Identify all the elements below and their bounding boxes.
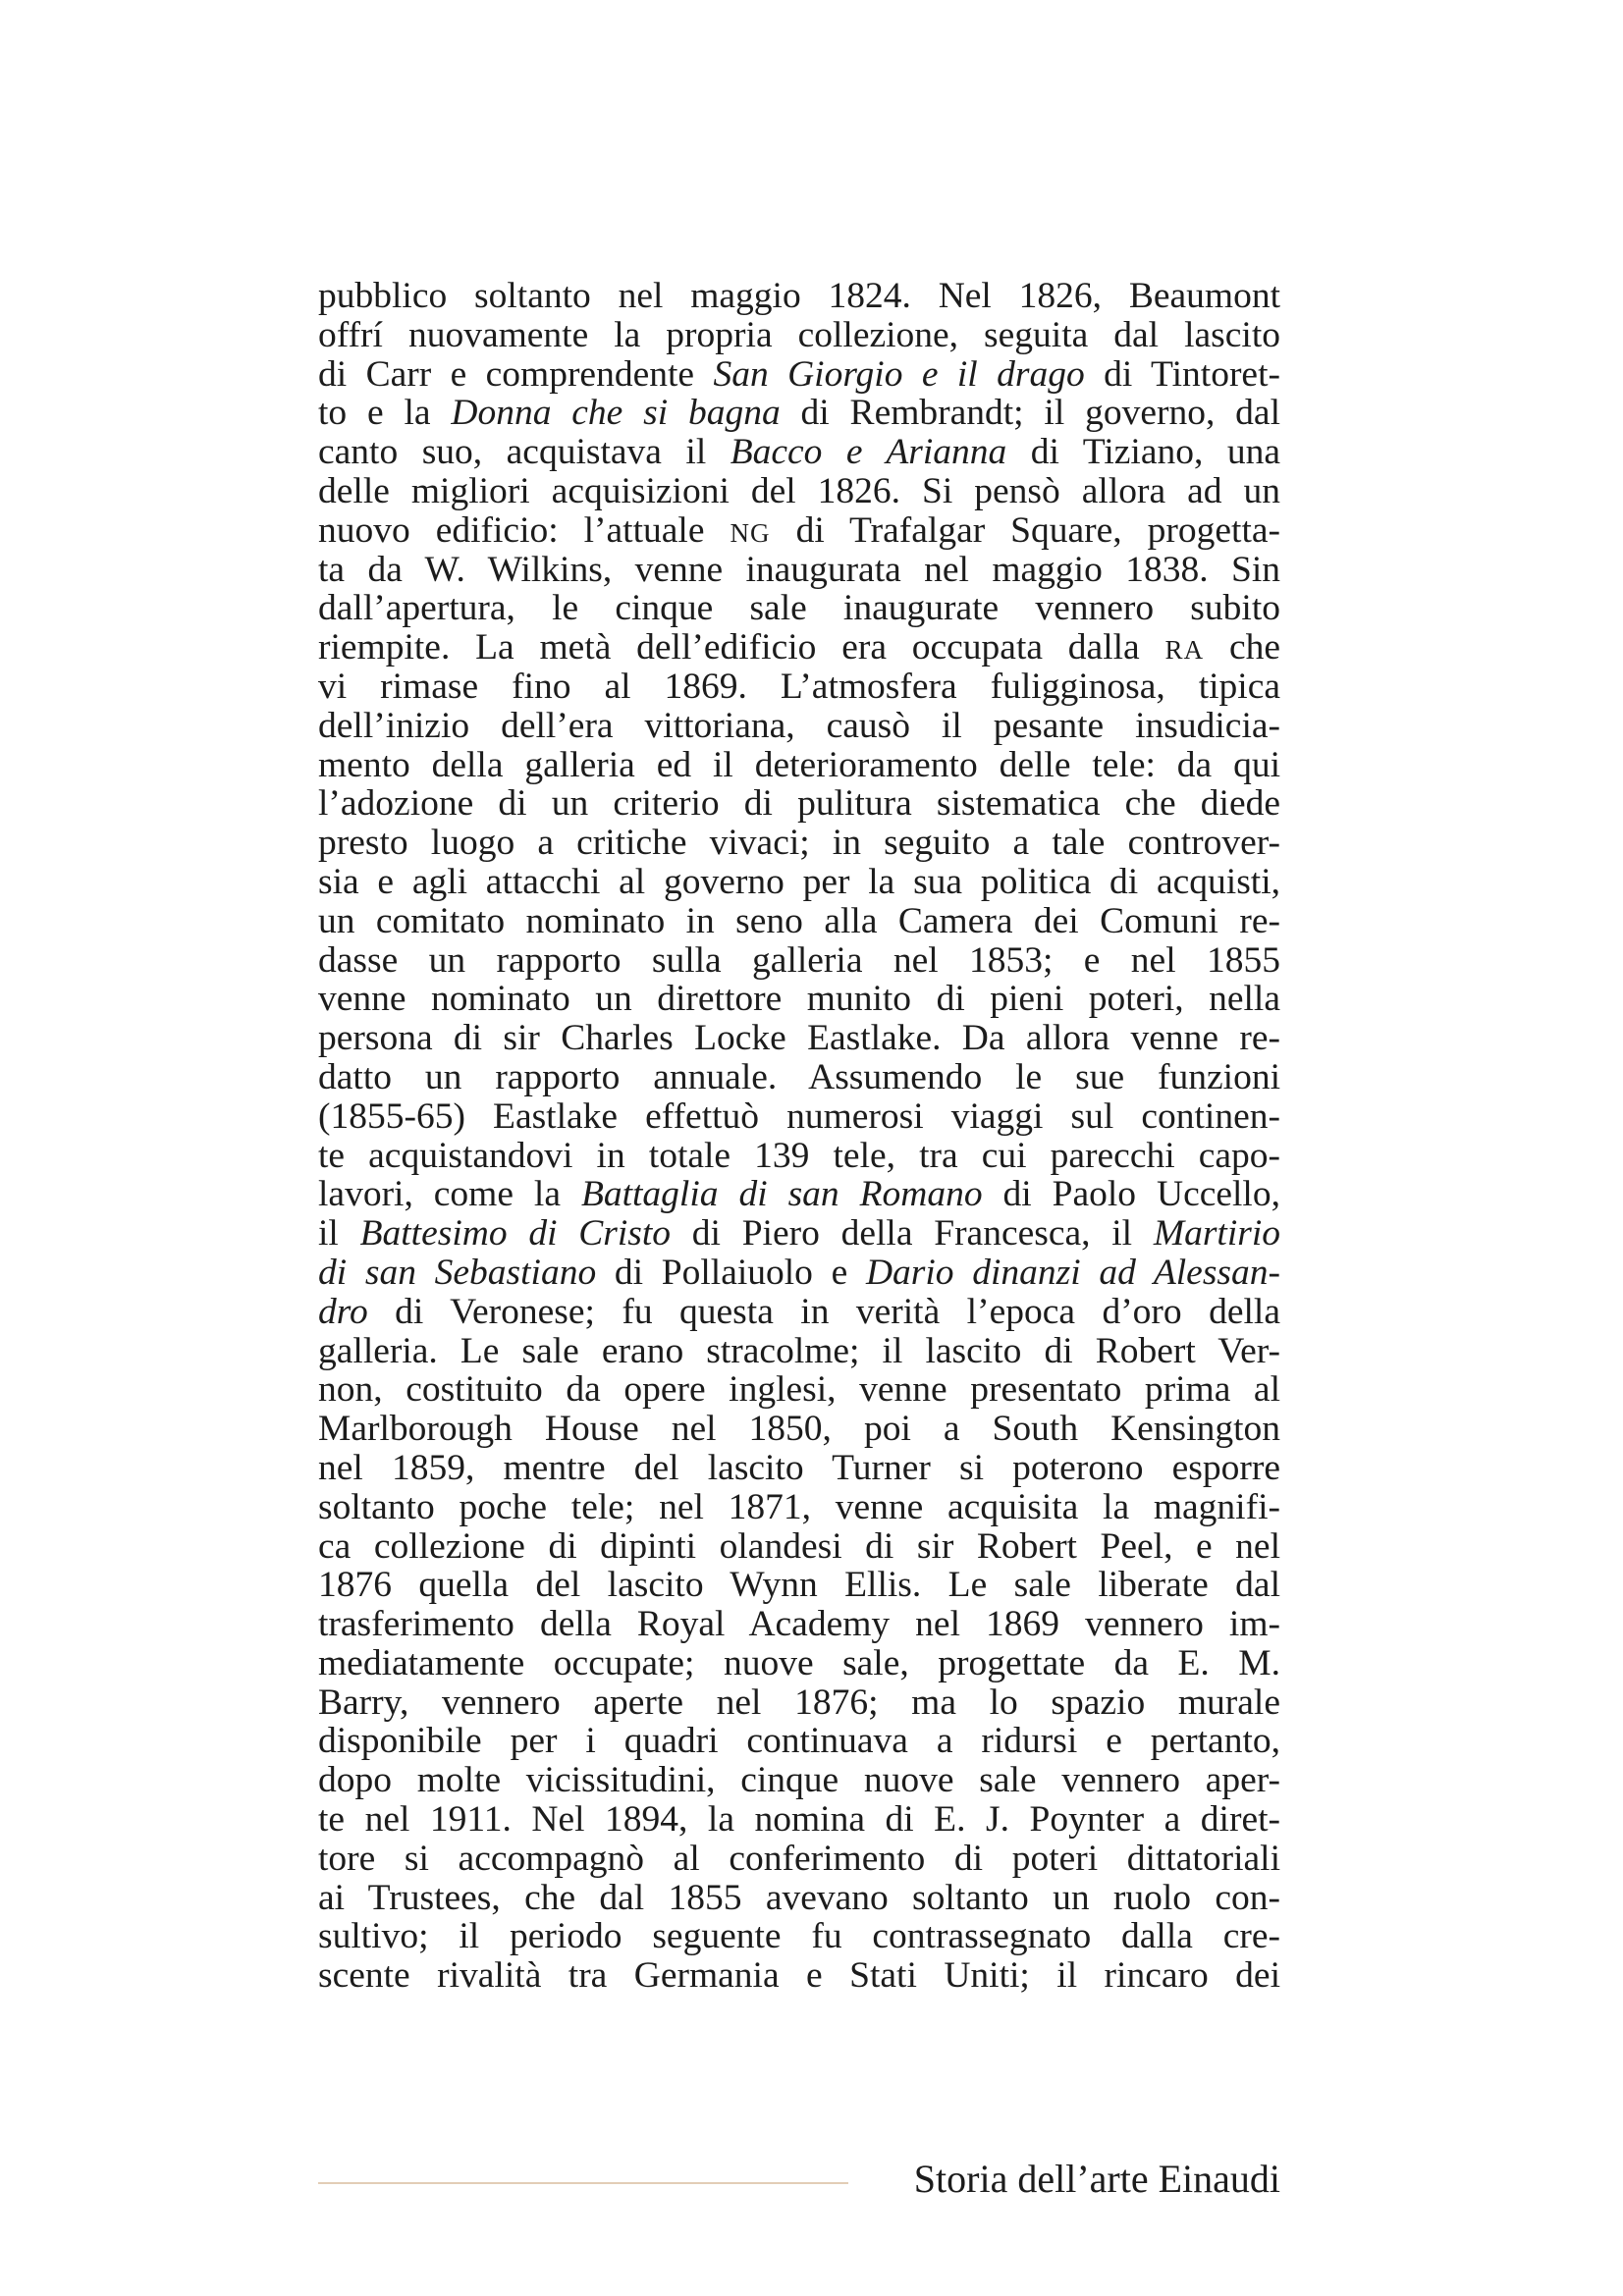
text-line [318,824,1280,863]
text-line [318,1605,1280,1644]
text-line [318,1293,1280,1332]
text-line [318,1058,1280,1097]
text-line [318,1956,1280,1996]
text-segment: l’adozione di un criterio di pulitura sistematica che diede [318,783,1280,825]
text-segment: ca collezione di dipinti olandesi di sir Robert Peel, e nel [318,1525,1280,1567]
text-segment: ai Trustees, che dal 1855 avevano soltanto un ruolo con- [318,1877,1280,1918]
text-line [318,1175,1280,1214]
text-line [318,1410,1280,1449]
text-segment: canto suo, acquistava il [318,432,730,473]
text-segment: riempite. La metà dell’edificio era occupata dalla [318,627,1165,668]
italic-title: Martirio [1153,1213,1281,1255]
text-segment: offrí nuovamente la propria collezione, seguita dal lascito [318,314,1280,355]
text-segment: sultivo; il periodo seguente fu contrassegnato dalla cre- [318,1916,1280,1957]
text-line [318,1370,1280,1410]
italic-title: Battesimo di Cristo [359,1213,672,1255]
text-line [318,784,1280,824]
text-segment: trasferimento della Royal Academy nel 1869 vennero im- [318,1604,1280,1645]
italic-title: San Giorgio e il drago [713,353,1085,395]
text-line [318,277,1280,316]
text-segment: che [1204,627,1280,668]
text-line [318,1332,1280,1371]
text-segment: di Rembrandt; il governo, dal [780,393,1280,434]
text-line [318,1527,1280,1567]
text-segment: di Trafalgar Square, progetta- [770,509,1280,551]
text-segment: non, costituito da opere inglesi, venne presentato prima al [318,1369,1280,1411]
text-segment: di Piero della Francesca, il [671,1213,1154,1255]
text-line [318,1683,1280,1723]
text-segment: to e la [318,393,452,434]
text-segment: venne nominato un direttore munito di pieni poteri, nella [318,979,1280,1020]
small-caps-abbreviation: NG [730,517,771,548]
text-line [318,1800,1280,1840]
text-line [318,1761,1280,1800]
small-caps-abbreviation: RA [1164,635,1205,666]
footer-rule [318,2182,848,2184]
text-segment: vi rimase fino al 1869. L’atmosfera fuligginosa, tipica [318,666,1280,707]
text-segment: nel 1859, mentre del lascito Turner si poterono esporre [318,1447,1280,1488]
text-line [318,1722,1280,1761]
text-segment: nuovo edificio: l’attuale [318,509,730,551]
text-segment: tore si accompagnò al conferimento di poteri dittatoriali [318,1838,1280,1879]
footer-title: Storia dell’arte Einaudi [913,2157,1280,2201]
text-line [318,1488,1280,1527]
text-segment: ta da W. Wilkins, venne inaugurata nel maggio 1838. Sin [318,549,1280,590]
text-segment: di Carr e comprendente [318,353,714,395]
italic-title: Bacco e Arianna [730,432,1007,473]
text-segment: scente rivalità tra Germania e Stati Uniti; il rincaro dei [318,1955,1280,1997]
text-line [318,1644,1280,1683]
text-segment: presto luogo a critiche vivaci; in seguito a tale controver- [318,823,1280,864]
text-line [318,1097,1280,1137]
text-line [318,628,1280,667]
text-line [318,551,1280,590]
text-line [318,863,1280,902]
italic-title: Dario dinanzi ad Alessan- [865,1252,1280,1293]
italic-title: Donna che si bagna [451,393,781,434]
text-line [318,667,1280,707]
text-line [318,902,1280,941]
text-segment: pubblico soltanto nel maggio 1824. Nel 1826, Beaumont [318,276,1280,316]
text-segment: soltanto poche tele; nel 1871, venne acquisita la magnifi- [318,1486,1280,1527]
text-segment: di Paolo Uccello, [982,1174,1280,1215]
text-segment: di Tiziano, una [1006,432,1280,473]
text-segment: 1876 quella del lascito Wynn Ellis. Le sale liberate dal [318,1565,1280,1606]
text-line [318,1254,1280,1293]
text-segment: di Tintoret- [1084,353,1280,395]
text-line [318,511,1280,551]
text-line [318,472,1280,511]
text-segment: dall’apertura, le cinque sale inaugurate vennero subito [318,588,1280,629]
text-line [318,355,1280,395]
text-line [318,394,1280,433]
text-segment: Marlborough House nel 1850, poi a South Kensington [318,1409,1280,1450]
text-segment: un comitato nominato in seno alla Camera dei Comuni re- [318,900,1280,941]
text-segment: (1855-65) Eastlake effettuò numerosi viaggi sul continen- [318,1095,1280,1137]
text-line [318,1449,1280,1488]
text-segment: mediatamente occupate; nuove sale, progettate da E. M. [318,1642,1280,1683]
text-segment: datto un rapporto annuale. Assumendo le sue funzioni [318,1056,1280,1097]
text-segment: di Pollaiuolo e [596,1252,866,1293]
text-line [318,589,1280,628]
text-line [318,941,1280,981]
text-segment: Barry, vennero aperte nel 1876; ma lo spazio murale [318,1682,1280,1723]
text-line [318,1840,1280,1879]
text-line [318,746,1280,785]
text-line [318,980,1280,1019]
text-segment: dasse un rapporto sulla galleria nel 1853; e nel 1855 [318,939,1280,981]
text-segment: dopo molte vicissitudini, cinque nuove sale vennero aper- [318,1760,1280,1801]
text-line [318,1917,1280,1956]
text-segment: disponibile per i quadri continuava a ridursi e pertanto, [318,1721,1280,1762]
text-line [318,1214,1280,1254]
text-segment: persona di sir Charles Locke Eastlake. Da allora venne re- [318,1018,1280,1059]
text-segment: delle migliori acquisizioni del 1826. Si pensò allora ad un [318,470,1280,511]
text-segment: lavori, come la [318,1174,581,1215]
body-text [318,277,1280,1996]
text-line [318,1879,1280,1918]
text-line [318,1019,1280,1058]
italic-title: di san Sebastiano [318,1252,597,1293]
text-line [318,433,1280,472]
text-segment: il [318,1213,360,1255]
text-segment: dell’inizio dell’era vittoriana, causò il pesante insudicia- [318,705,1280,746]
text-segment: di Veronese; fu questa in verità l’epoca d’oro della [367,1291,1280,1332]
italic-title: Battaglia di san Romano [580,1174,983,1215]
text-segment: sia e agli attacchi al governo per la sua politica di acquisti, [318,861,1280,902]
italic-title: dro [318,1291,368,1332]
text-segment: mento della galleria ed il deterioramento delle tele: da qui [318,744,1280,785]
text-line [318,1566,1280,1605]
text-line [318,707,1280,746]
text-segment: galleria. Le sale erano stracolme; il lascito di Robert Ver- [318,1330,1280,1371]
text-line [318,1137,1280,1176]
text-line [318,316,1280,355]
text-segment: te nel 1911. Nel 1894, la nomina di E. J. Poynter a diret- [318,1799,1280,1841]
text-segment: te acquistandovi in totale 139 tele, tra cui parecchi capo- [318,1135,1280,1176]
